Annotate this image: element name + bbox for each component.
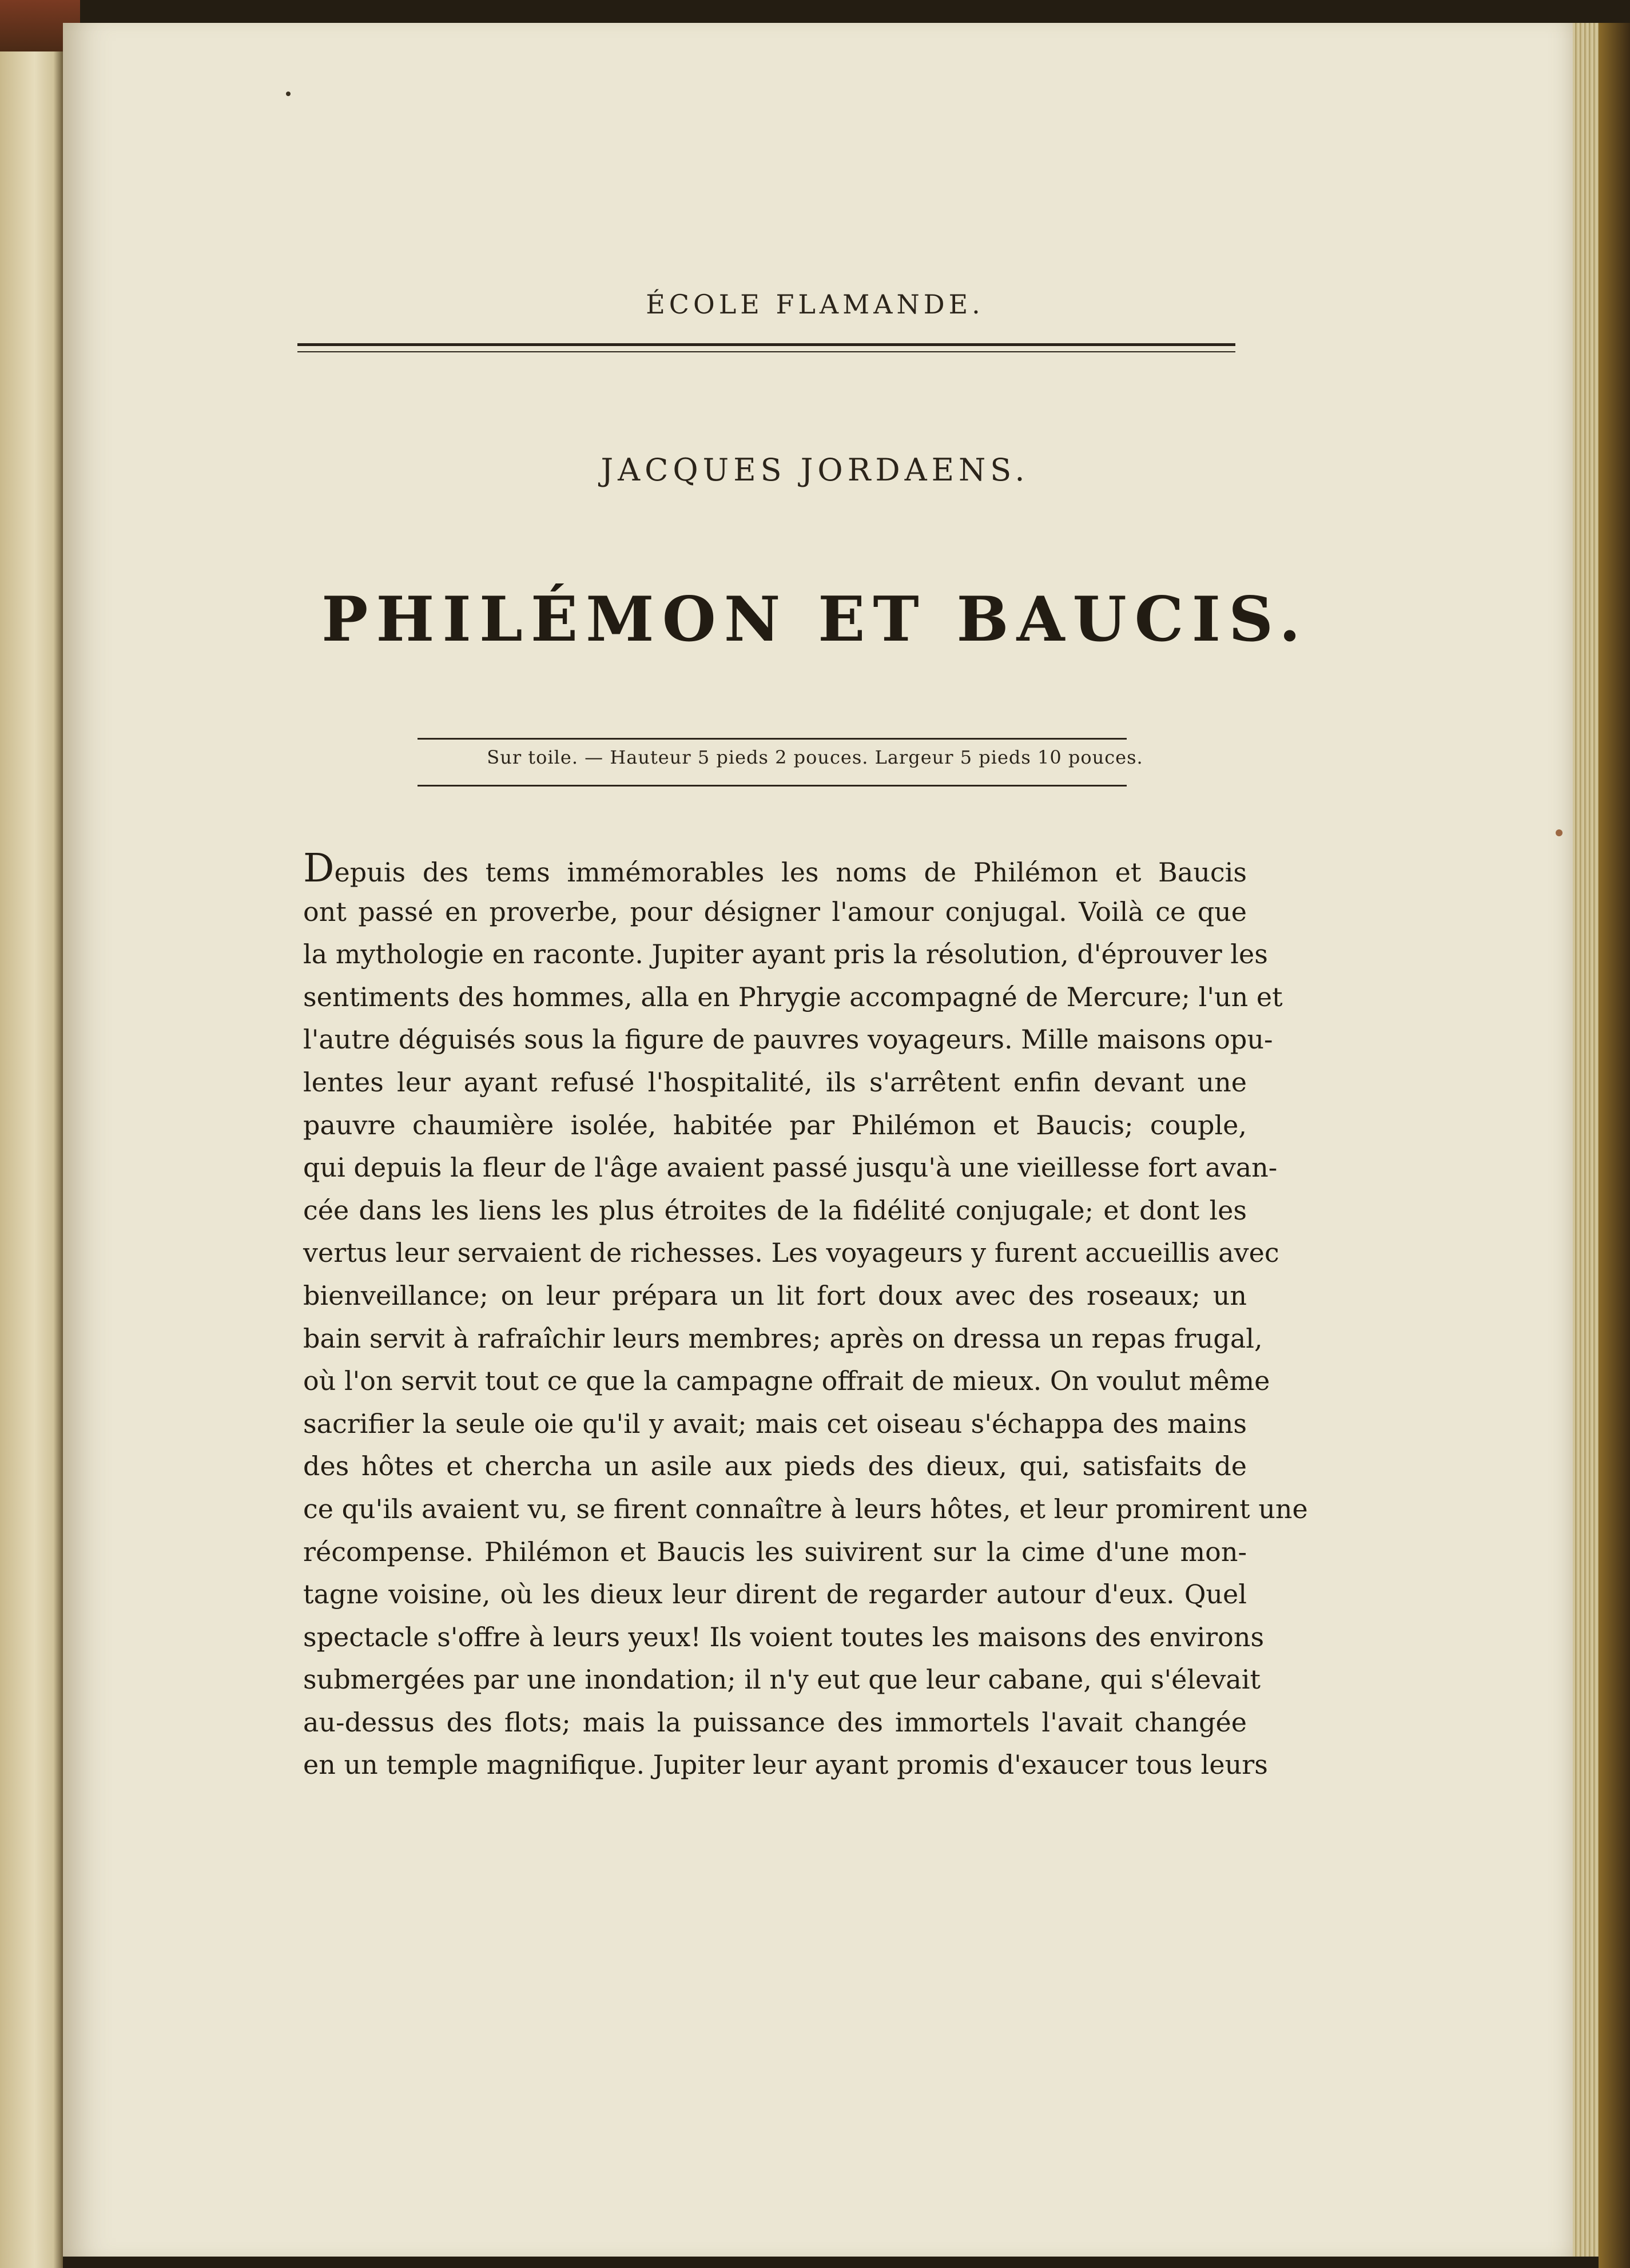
body-line: en un temple magnifique. Jupiter leur ayant promis d'exaucer tous leurs: [303, 1749, 1268, 1781]
dimensions-caption: Sur toile. — Hauteur 5 pieds 2 pouces. Largeur 5 pieds 10 pouces.: [487, 746, 1143, 768]
body-line: récompense. Philémon et Baucis les suivirent sur la cime d'une mon-: [303, 1536, 1247, 1567]
page-stack-edge: [1573, 23, 1599, 2257]
school-heading: ÉCOLE FLAMANDE.: [646, 289, 984, 320]
body-line: sentiments des hommes, alla en Phrygie accompagné de Mercure; l'un et: [303, 981, 1283, 1012]
heading-rule-thick: [297, 343, 1235, 346]
dimensions-rule-top: [418, 738, 1127, 740]
body-line: tagne voisine, où les dieux leur dirent de regarder autour d'eux. Quel: [303, 1579, 1247, 1610]
body-line: bienveillance; on leur prépara un lit fort doux avec des roseaux; un: [303, 1280, 1247, 1311]
body-line: bain servit à rafraîchir leurs membres; après on dressa un repas frugal,: [303, 1322, 1263, 1354]
body-line: cée dans les liens les plus étroites de la fidélité conjugale; et dont les: [303, 1194, 1247, 1226]
body-line: ce qu'ils avaient vu, se firent connaître à leurs hôtes, et leur promirent une: [303, 1493, 1308, 1524]
book-spine-edge: [1599, 23, 1630, 2268]
body-line: vertus leur servaient de richesses. Les voyageurs y furent accueillis avec: [303, 1237, 1279, 1269]
dimensions-rule-bottom: [418, 785, 1127, 787]
facing-page-edge: [0, 23, 63, 2268]
body-line: lentes leur ayant refusé l'hospitalité, ils s'arrêtent enfin devant une: [303, 1066, 1247, 1098]
foxing-spot: [1556, 829, 1563, 836]
artist-name: JACQUES JORDAENS.: [601, 452, 1029, 488]
work-title: PHILÉMON ET BAUCIS.: [321, 583, 1309, 656]
body-line: l'autre déguisés sous la figure de pauvres voyageurs. Mille maisons opu-: [303, 1024, 1273, 1055]
body-line: la mythologie en raconte. Jupiter ayant pris la résolution, d'éprouver les: [303, 939, 1268, 970]
body-line: des hôtes et chercha un asile aux pieds des dieux, qui, satisfaits de: [303, 1451, 1247, 1482]
body-line: Depuis des tems immémorables les noms de Philémon et Baucis: [303, 846, 1247, 891]
body-line: ont passé en proverbe, pour désigner l'amour conjugal. Voilà ce que: [303, 896, 1247, 927]
body-line: submergées par une inondation; il n'y eut que leur cabane, qui s'élevait: [303, 1664, 1261, 1695]
ink-speck: [286, 92, 291, 96]
body-line: au-dessus des flots; mais la puissance des immortels l'avait changée: [303, 1706, 1247, 1738]
body-line: spectacle s'offre à leurs yeux! Ils voient toutes les maisons des environs: [303, 1621, 1265, 1653]
body-line: pauvre chaumière isolée, habitée par Philémon et Baucis; couple,: [303, 1109, 1247, 1141]
body-line: où l'on servit tout ce que la campagne offrait de mieux. On voulut même: [303, 1365, 1270, 1397]
body-line: sacrifier la seule oie qu'il y avait; mais cet oiseau s'échappa des mains: [303, 1408, 1247, 1439]
heading-rule-thin: [297, 351, 1235, 352]
body-text: [303, 846, 1308, 1786]
body-line: qui depuis la fleur de l'âge avaient passé jusqu'à une vieillesse fort avan-: [303, 1152, 1278, 1183]
